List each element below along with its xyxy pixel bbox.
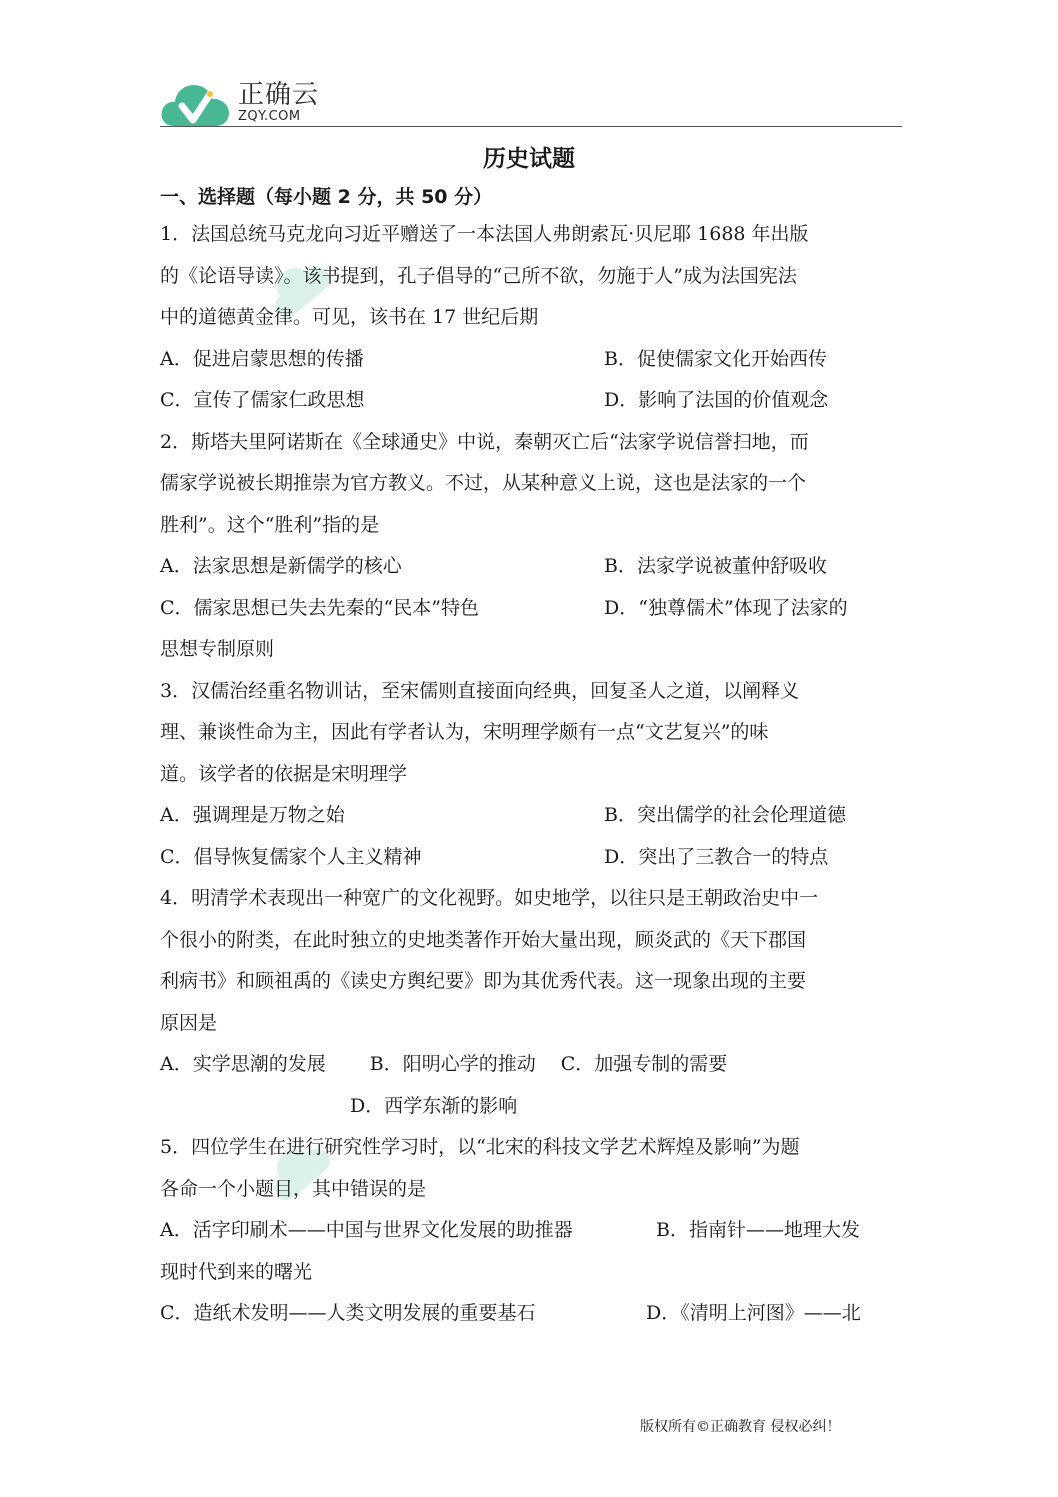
option-row xyxy=(160,546,902,588)
section-heading: 一、选择题（每小题 2 分，共 50 分） xyxy=(160,186,493,208)
cloud-check-logo-icon xyxy=(160,76,232,128)
text-line: 各命一个小题目，其中错误的是 xyxy=(160,1177,427,1200)
option: B．指南针——地理大发 xyxy=(656,1219,860,1241)
option-row xyxy=(160,380,902,422)
option: B．突出儒学的社会伦理道德 xyxy=(604,804,846,826)
text-line: 理、兼谈性命为主，因此有学者认为，宋明理学颇有一点“文艺复兴”的味 xyxy=(160,721,769,743)
option: A．实学思潮的发展 B．阳明心学的推动 C．加强专制的需要 xyxy=(160,1053,728,1075)
text-line: 思想专制原则 xyxy=(160,638,275,660)
text-line: 3．汉儒治经重名物训诂，至宋儒则直接面向经典，回复圣人之道，以阐释义 xyxy=(160,679,800,702)
option: B．法家学说被董仲舒吸收 xyxy=(604,555,827,577)
option: D．“独尊儒术”体现了法家的 xyxy=(604,596,848,619)
option: D．《清明上河图》——北 xyxy=(646,1302,861,1324)
header-logo xyxy=(160,76,900,128)
option-row xyxy=(160,1210,902,1252)
option: D．影响了法国的价值观念 xyxy=(604,389,829,411)
option: B．促使儒家文化开始西传 xyxy=(604,347,827,370)
text-line: 2．斯塔夫里阿诺斯在《全球通史》中说，秦朝灭亡后“法家学说信誉扫地，而 xyxy=(160,430,809,453)
text-line: 道。该学者的依据是宋明理学 xyxy=(160,762,408,785)
text-line: 中的道德黄金律。可见，该书在 17 世纪后期 xyxy=(160,306,539,328)
text-line: 儒家学说被长期推崇为官方教义。不过，从某种意义上说，这也是法家的一个 xyxy=(160,472,807,494)
option: C．倡导恢复儒家个人主义精神 xyxy=(160,845,422,868)
page-title: 历史试题 xyxy=(483,146,575,172)
text-line: 5．四位学生在进行研究性学习时，以“北宋的科技文学艺术辉煌及影响”为题 xyxy=(160,1136,800,1158)
option-row xyxy=(160,837,902,879)
option-row xyxy=(160,1086,902,1128)
text-line: 利病书》和顾祖禹的《读史方舆纪要》即为其优秀代表。这一现象出现的主要 xyxy=(160,970,807,992)
option-row xyxy=(160,1293,902,1335)
option: D．突出了三教合一的特点 xyxy=(604,845,829,868)
option: A．强调理是万物之始 xyxy=(160,804,345,826)
text-line: 的《论语导读》。该书提到，孔子倡导的“己所不欲，勿施于人”成为法国宪法 xyxy=(160,264,797,287)
text-line: 4．明清学术表现出一种宽广的文化视野。如史地学，以往只是王朝政治史中一 xyxy=(160,887,819,909)
option: C．宣传了儒家仁政思想 xyxy=(160,389,365,411)
option: C．儒家思想已失去先秦的“民本”特色 xyxy=(160,596,479,619)
option-row xyxy=(160,588,902,630)
text-line: 现时代到来的曙光 xyxy=(160,1260,313,1283)
question-body xyxy=(160,214,902,1335)
option: D．西学东渐的影响 xyxy=(160,1094,518,1117)
option: A．活字印刷术——中国与世界文化发展的助推器 xyxy=(160,1219,573,1241)
text-line: 胜利”。这个“胜利”指的是 xyxy=(160,513,380,536)
option-row xyxy=(160,795,902,837)
text-line: 1．法国总统马克龙向习近平赠送了一本法国人弗朗索瓦·贝尼耶 1688 年出版 xyxy=(160,223,809,245)
text-line: 原因是 xyxy=(160,1011,218,1034)
option: C．造纸术发明——人类文明发展的重要基石 xyxy=(160,1302,536,1324)
option-row xyxy=(160,1044,902,1086)
option: A．促进启蒙思想的传播 xyxy=(160,347,364,370)
option: A．法家思想是新儒学的核心 xyxy=(160,555,402,577)
copyright-footer: 版权所有©正确教育 侵权必纠！ xyxy=(640,1419,841,1435)
logo-name-en: ZQY.COM xyxy=(238,109,301,124)
header-divider xyxy=(160,126,902,127)
text-line: 个很小的附类，在此时独立的史地类著作开始大量出现，顾炎武的《天下郡国 xyxy=(160,928,807,951)
logo-name-cn: 正确云 xyxy=(238,80,320,110)
option-row xyxy=(160,339,902,381)
